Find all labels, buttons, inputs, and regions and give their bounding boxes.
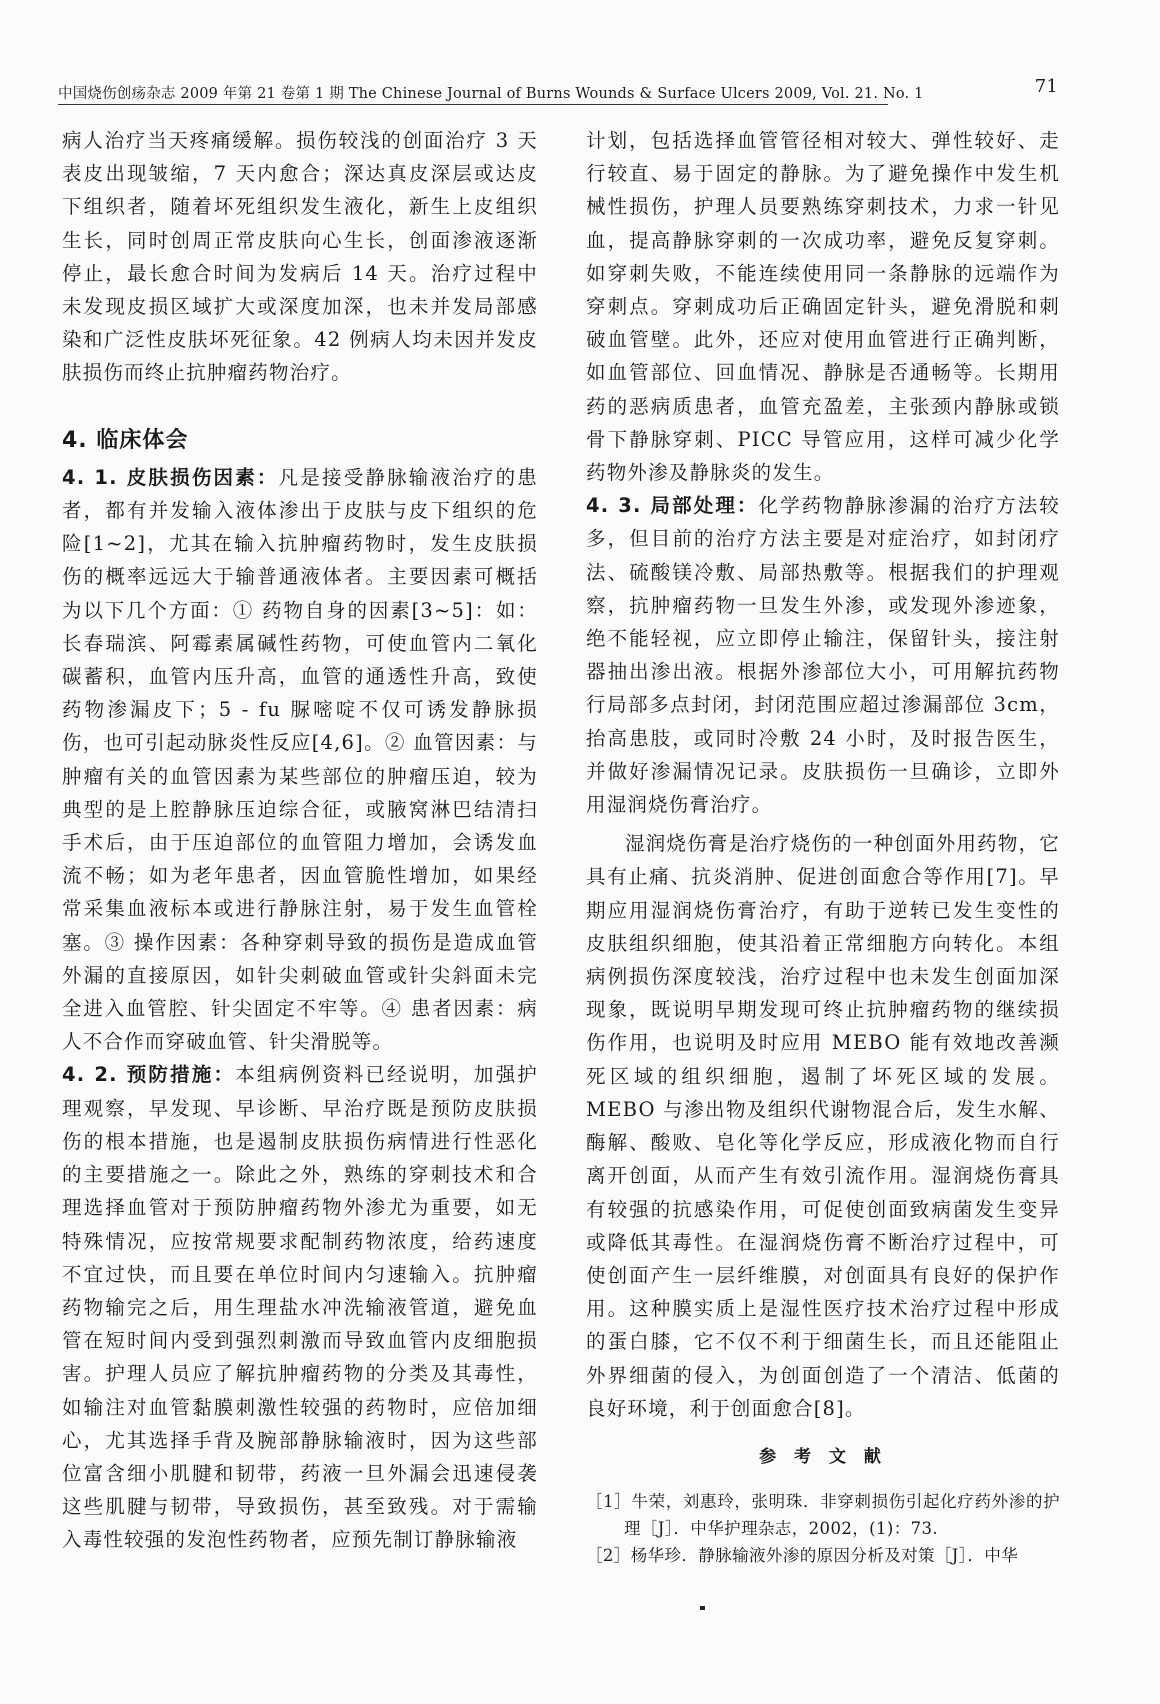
- reference-item: ［2］杨华珍．静脉输液外渗的原因分析及对策［J］．中华: [586, 1546, 1019, 1566]
- section-heading: 4. 临床体会: [62, 427, 189, 453]
- left-column: [62, 124, 538, 1557]
- mebo-paragraph: 湿润烧伤膏是治疗烧伤的一种创面外用药物，它具有止痛、抗炎消肿、促进创面愈合等作用[7]。早期应用湿润烧伤膏治疗，有助于逆转已发生变性的皮肤组织细胞，使其沿着正常细胞方向转化。本组病例损伤深度较浅，治疗过程中也未发生创面加深现象，既说明早期发现可终止抗肿瘤药物的继续损伤作用，也说明及时应用 MEBO 能有效地改善濒死区域的组织细胞，遏制了坏死区域的发展。MEBO 与渗出物及组织代谢物混合后，发生水解、酶解、酸败、皂化等化学反应，形成液化物而自行离开创面，从而产生有效引流作用。湿润烧伤膏具有较强的抗感染作用，可促使创面致病菌发生变异或降低其毒性。在湿润烧伤膏不断治疗过程中，可使创面产生一层纤维膜，对创面具有良好的保护作用。这种膜实质上是湿性医疗技术治疗过程中形成的蛋白膝，它不仅不利于细菌生长，而且还能阻止外界细菌的侵入，为创面创造了一个清洁、低菌的良好环境，利于创面愈合[8]。: [586, 832, 1060, 1420]
- header-rule: [58, 104, 888, 105]
- subsection-4-2-continued: 计划，包括选择血管管径相对较大、弹性较好、走行较直、易于固定的静脉。为了避免操作中发生机械性损伤，护理人员要熟练穿刺技术，力求一针见血，提高静脉穿刺的一次成功率，避免反复穿刺。如穿刺失败，不能连续使用同一条静脉的远端作为穿刺点。穿刺成功后正确固定针头，避免滑脱和刺破血管壁。此外，还应对使用血管进行正确判断，如血管部位、回血情况、静脉是否通畅等。长期用药的恶病质患者，血管充盈差，主张颈内静脉或锁骨下静脉穿刺、PICC 导管应用，这样可减少化学药物外渗及静脉炎的发生。: [586, 129, 1060, 485]
- journal-header: 中国烧伤创疡杂志 2009 年第 21 卷第 1 期 The Chinese Journal of Burns Wounds & Surface Ulcers 2009, Vol. 21. No. 1: [58, 86, 924, 102]
- right-column: [586, 124, 1060, 1569]
- running-header: [58, 76, 1058, 104]
- subsection-text: 化学药物静脉渗漏的治疗方法较多，但目前的治疗方法主要是对症治疗，如封闭疗法、硫酸镁冷敷、局部热敷等。根据我们的护理观察，抗肿瘤药物一旦发生外渗，或发现外渗迹象，绝不能轻视，应立即停止输注，保留针头，接注射器抽出渗出液。根据外渗部位大小，可用解抗药物行局部多点封闭，封闭范围应超过渗漏部位 3cm，抬高患肢，或同时冷敷 24 小时，及时报告医生，并做好渗漏情况记录。皮肤损伤一旦确诊，立即外用湿润烧伤膏治疗。: [586, 494, 1060, 817]
- subsection-4-3: [586, 489, 1060, 821]
- subsection-title: 4. 1. 皮肤损伤因素：: [62, 465, 279, 489]
- subsection-4-1: [62, 461, 538, 1059]
- intro-paragraph: 病人治疗当天疼痛缓解。损伤较浅的创面治疗 3 天表皮出现皱缩，7 天内愈合；深达真皮深层或达皮下组织者，随着坏死组织发生液化，新生上皮组织生长，同时创周正常皮肤向心生长，创面渗液逐渐停止，最长愈合时间为发病后 14 天。治疗过程中未发现皮损区域扩大或深度加深，也未并发局部感染和广泛性皮肤坏死征象。42 例病人均未因并发皮肤损伤而终止抗肿瘤药物治疗。: [62, 129, 538, 385]
- references-heading: 参 考 文 献: [759, 1446, 887, 1467]
- subsection-4-2: [62, 1058, 538, 1556]
- subsection-title: 4. 3. 局部处理：: [586, 494, 759, 518]
- page-number: 71: [1034, 76, 1058, 97]
- reference-item: ［1］牛荣，刘惠玲，张明珠．非穿刺损伤引起化疗药外渗的护理［J］．中华护理杂志，2002，(1)：73.: [586, 1492, 1060, 1539]
- scan-speck: [700, 1606, 705, 1610]
- subsection-text: 凡是接受静脉输液治疗的患者，都有并发输入液体渗出于皮肤与皮下组织的危险[1~2]，尤其在输入抗肿瘤药物时，发生皮肤损伤的概率远远大于输普通液体者。主要因素可概括为以下几个方面：① 药物自身的因素[3~5]：如：长春瑞滨、阿霉素属碱性药物，可使血管内二氧化碳蓄积，血管内压升高，血管的通透性升高，致使药物渗漏皮下；5 - fu 脲嘧啶不仅可诱发静脉损伤，也可引起动脉炎性反应[4,6]。② 血管因素：与肿瘤有关的血管因素为某些部位的肿瘤压迫，较为典型的是上腔静脉压迫综合征，或腋窝淋巴结清扫手术后，由于压迫部位的血管阻力增加，会诱发血流不畅；如为老年患者，因血管脆性增加，如果经常采集血液标本或进行静脉注射，易于发生血管栓塞。③ 操作因素：各种穿刺导致的损伤是造成血管外漏的直接原因，如针尖刺破血管或针尖斜面未完全进入血管腔、针尖固定不牢等。④ 患者因素：病人不合作而穿破血管、针尖滑脱等。: [62, 465, 538, 1054]
- subsection-title: 4. 2. 预防措施：: [62, 1063, 236, 1087]
- subsection-text: 本组病例资料已经说明，加强护理观察，早发现、早诊断、早治疗既是预防皮肤损伤的根本措施，也是遏制皮肤损伤病情进行性恶化的主要措施之一。除此之外，熟练的穿刺技术和合理选择血管对于预防肿瘤药物外渗尤为重要，如无特殊情况，应按常规要求配制药物浓度，给药速度不宜过快，而且要在单位时间内匀速输入。抗肿瘤药物输完之后，用生理盐水冲洗输液管道，避免血管在短时间内受到强烈刺激而导致血管内皮细胞损害。护理人员应了解抗肿瘤药物的分类及其毒性，如输注对血管黏膜刺激性较强的药物时，应倍加细心，尤其选择手背及腕部静脉输液时，因为这些部位富含细小肌腱和韧带，药液一旦外漏会迅速侵袭这些肌腱与韧带，导致损伤，甚至致残。对于需输入毒性较强的发泡性药物者，应预先制订静脉输液: [62, 1063, 538, 1552]
